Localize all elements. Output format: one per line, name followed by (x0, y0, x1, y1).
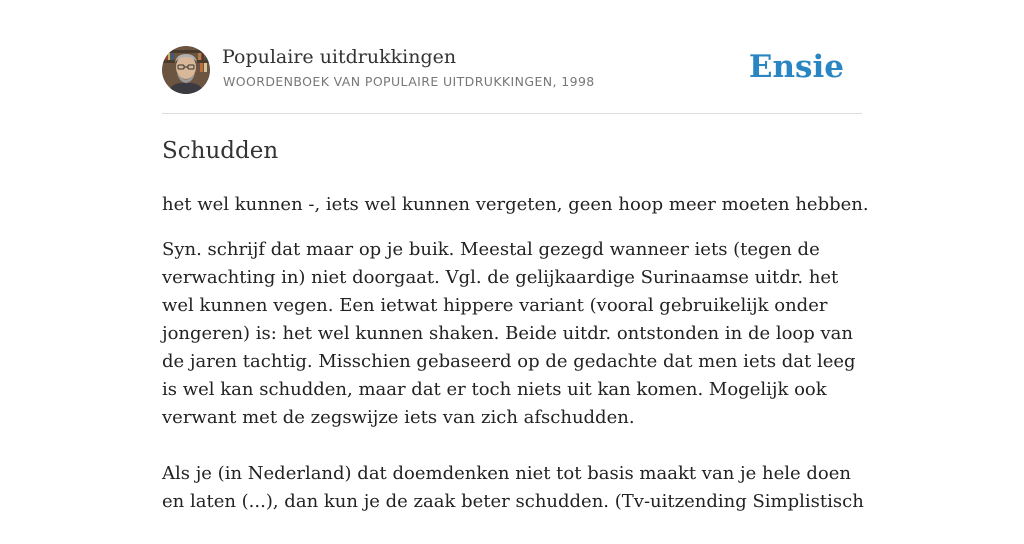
source-avatar[interactable] (162, 46, 210, 94)
source-subtitle: WOORDENBOEK VAN POPULAIRE UITDRUKKINGEN, 1998 (223, 74, 595, 89)
entry-paragraph-2: Als je (in Nederland) dat doemdenken niet tot basis maakt van je hele doen en laten (...), dan kun je de zaak beter schudden. (Tv-uitzending Simplistisch (162, 463, 864, 512)
entry-definition: het wel kunnen -, iets wel kunnen vergeten, geen hoop meer moeten hebben. (162, 194, 869, 215)
ensie-logo[interactable]: Ensie (748, 49, 844, 85)
source-header (162, 46, 862, 114)
entry-paragraph-1: Syn. schrijf dat maar op je buik. Meestal gezegd wanneer iets (tegen de verwachting in) niet doorgaat. Vgl. de gelijkaardige Surinaamse uitdr. het wel kunnen vegen. Een ietwat hippere variant (vooral gebruikelijk onder jongeren) is: het wel kunnen shaken. Beide uitdr. ontstonden in de loop van de jaren tachtig. Misschien gebaseerd op de gedachte dat men iets dat leeg is wel kan schudden, maar dat er toch niets uit kan komen. Mogelijk ook verwant met de zegswijze iets van zich afschudden. (162, 239, 856, 428)
entry-body (162, 236, 872, 544)
portrait-photo-icon (162, 46, 210, 94)
source-title[interactable]: Populaire uitdrukkingen (222, 46, 457, 68)
entry-headword: Schudden (162, 138, 279, 164)
